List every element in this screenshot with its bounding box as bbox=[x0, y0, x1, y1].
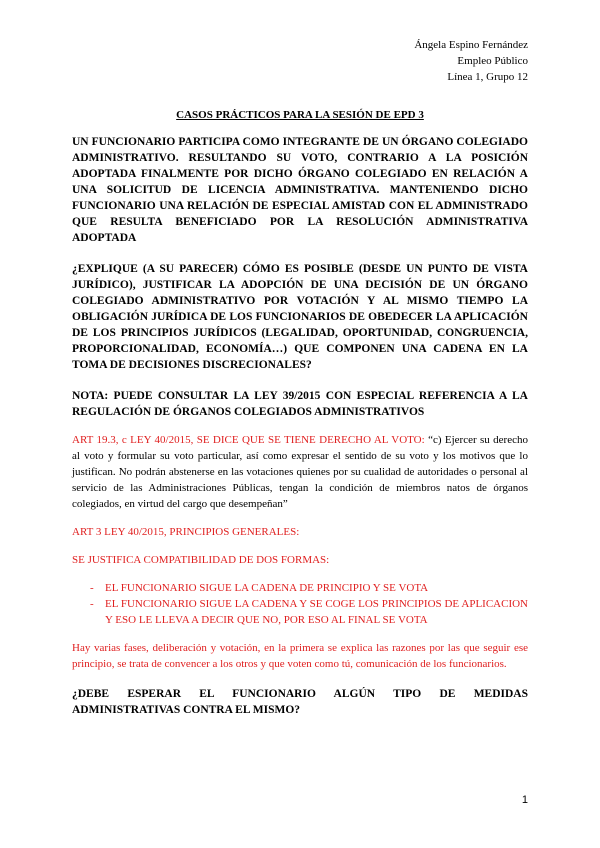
group-info: Línea 1, Grupo 12 bbox=[447, 71, 528, 83]
list-dash: - bbox=[90, 598, 94, 610]
note: NOTA: PUEDE CONSULTAR LA LEY 39/2015 CON ESPECIAL REFERENCIA A LA REGULACIÓN DE ÓRGANOS COLEGIADOS ADMINISTRATIVOS bbox=[72, 390, 528, 418]
art19-paragraph bbox=[72, 432, 528, 512]
list-item-text: EL FUNCIONARIO SIGUE LA CADENA DE PRINCIPIO Y SE VOTA bbox=[105, 582, 429, 594]
phases-paragraph: Hay varias fases, deliberación y votación, en la primera se explica las razones por las que seguir ese principio, se trata de convencer a los otros y que voten como tú, comunicación de los funcionarios. bbox=[72, 642, 528, 670]
case-statement: UN FUNCIONARIO PARTICIPA COMO INTEGRANTE DE UN ÓRGANO COLEGIADO ADMINISTRATIVO. RESULTANDO SU VOTO, CONTRARIO A LA POSICIÓN ADOPTADA FINALMENTE POR DICHO ÓRGANO COLEGIADO EN RELACIÓN A UNA SOLICITUD DE LICENCIA ADMINISTRATIVA. MANTENIENDO DICHO FUNCIONARIO UNA RELACIÓN DE ESPECIAL AMISTAD CON EL ADMINISTRADO QUE RESULTA BENEFICIADO POR LA RESOLUCIÓN ADMINISTRATIVA ADOPTADA bbox=[72, 136, 528, 244]
document-title: CASOS PRÁCTICOS PARA LA SESIÓN DE EPD 3 bbox=[176, 109, 424, 121]
list-item-text: EL FUNCIONARIO SIGUE LA CADENA Y SE COGE LOS PRINCIPIOS DE APLICACION Y ESO LE LLEVA A DECIR QUE NO, POR ESO AL FINAL SE VOTA bbox=[105, 598, 528, 626]
art19-reference: ART 19.3, c LEY 40/2015, SE DICE QUE SE TIENE DERECHO AL VOTO: bbox=[72, 434, 429, 446]
document-body bbox=[72, 108, 528, 733]
justification-list bbox=[72, 580, 528, 628]
question-1: ¿EXPLIQUE (A SU PARECER) CÓMO ES POSIBLE (DESDE UN PUNTO DE VISTA JURÍDICO), JUSTIFICAR LA ADOPCIÓN DE UNA DECISIÓN DE UN ÓRGANO COLEGIADO ADMINISTRATIVO POR VOTACIÓN Y AL MISMO TIEMPO LA OBLIGACIÓN JURÍDICA DE LOS FUNCIONARIOS DE OBEDECER LA APLICACIÓN DE LOS PRINCIPIOS JURÍDICOS (LEGALIDAD, OPORTUNIDAD, CONGRUENCIA, PROPORCIONALIDAD, ECONOMÍA…) QUE COMPONEN UNA CADENA EN LA TOMA DE DECISIONES DISCRECIONALES? bbox=[72, 263, 528, 371]
course-name: Empleo Público bbox=[457, 55, 528, 67]
art19-quote: “c) Ejercer su derecho al voto y formular su voto particular, así como expresar el sentido de su voto y los motivos que lo justifican. No podrán abstenerse en las votaciones quienes por su cualidad de autoridades o personal al servicio de las Administraciones Públicas, tengan la condición de miembros natos de órganos colegiados, en virtud del cargo que desempeñan” bbox=[72, 434, 528, 510]
page-number: 1 bbox=[521, 794, 528, 806]
page-header bbox=[414, 37, 528, 85]
author-name: Ángela Espino Fernández bbox=[414, 39, 528, 51]
art3-heading: ART 3 LEY 40/2015, PRINCIPIOS GENERALES: bbox=[72, 526, 300, 538]
list-item bbox=[72, 580, 528, 596]
list-dash: - bbox=[90, 582, 94, 594]
justifica-heading: SE JUSTIFICA COMPATIBILIDAD DE DOS FORMAS: bbox=[72, 554, 330, 566]
question-2: ¿DEBE ESPERAR EL FUNCIONARIO ALGÚN TIPO DE MEDIDAS ADMINISTRATIVAS CONTRA EL MISMO? bbox=[72, 688, 528, 716]
list-item bbox=[72, 596, 528, 628]
